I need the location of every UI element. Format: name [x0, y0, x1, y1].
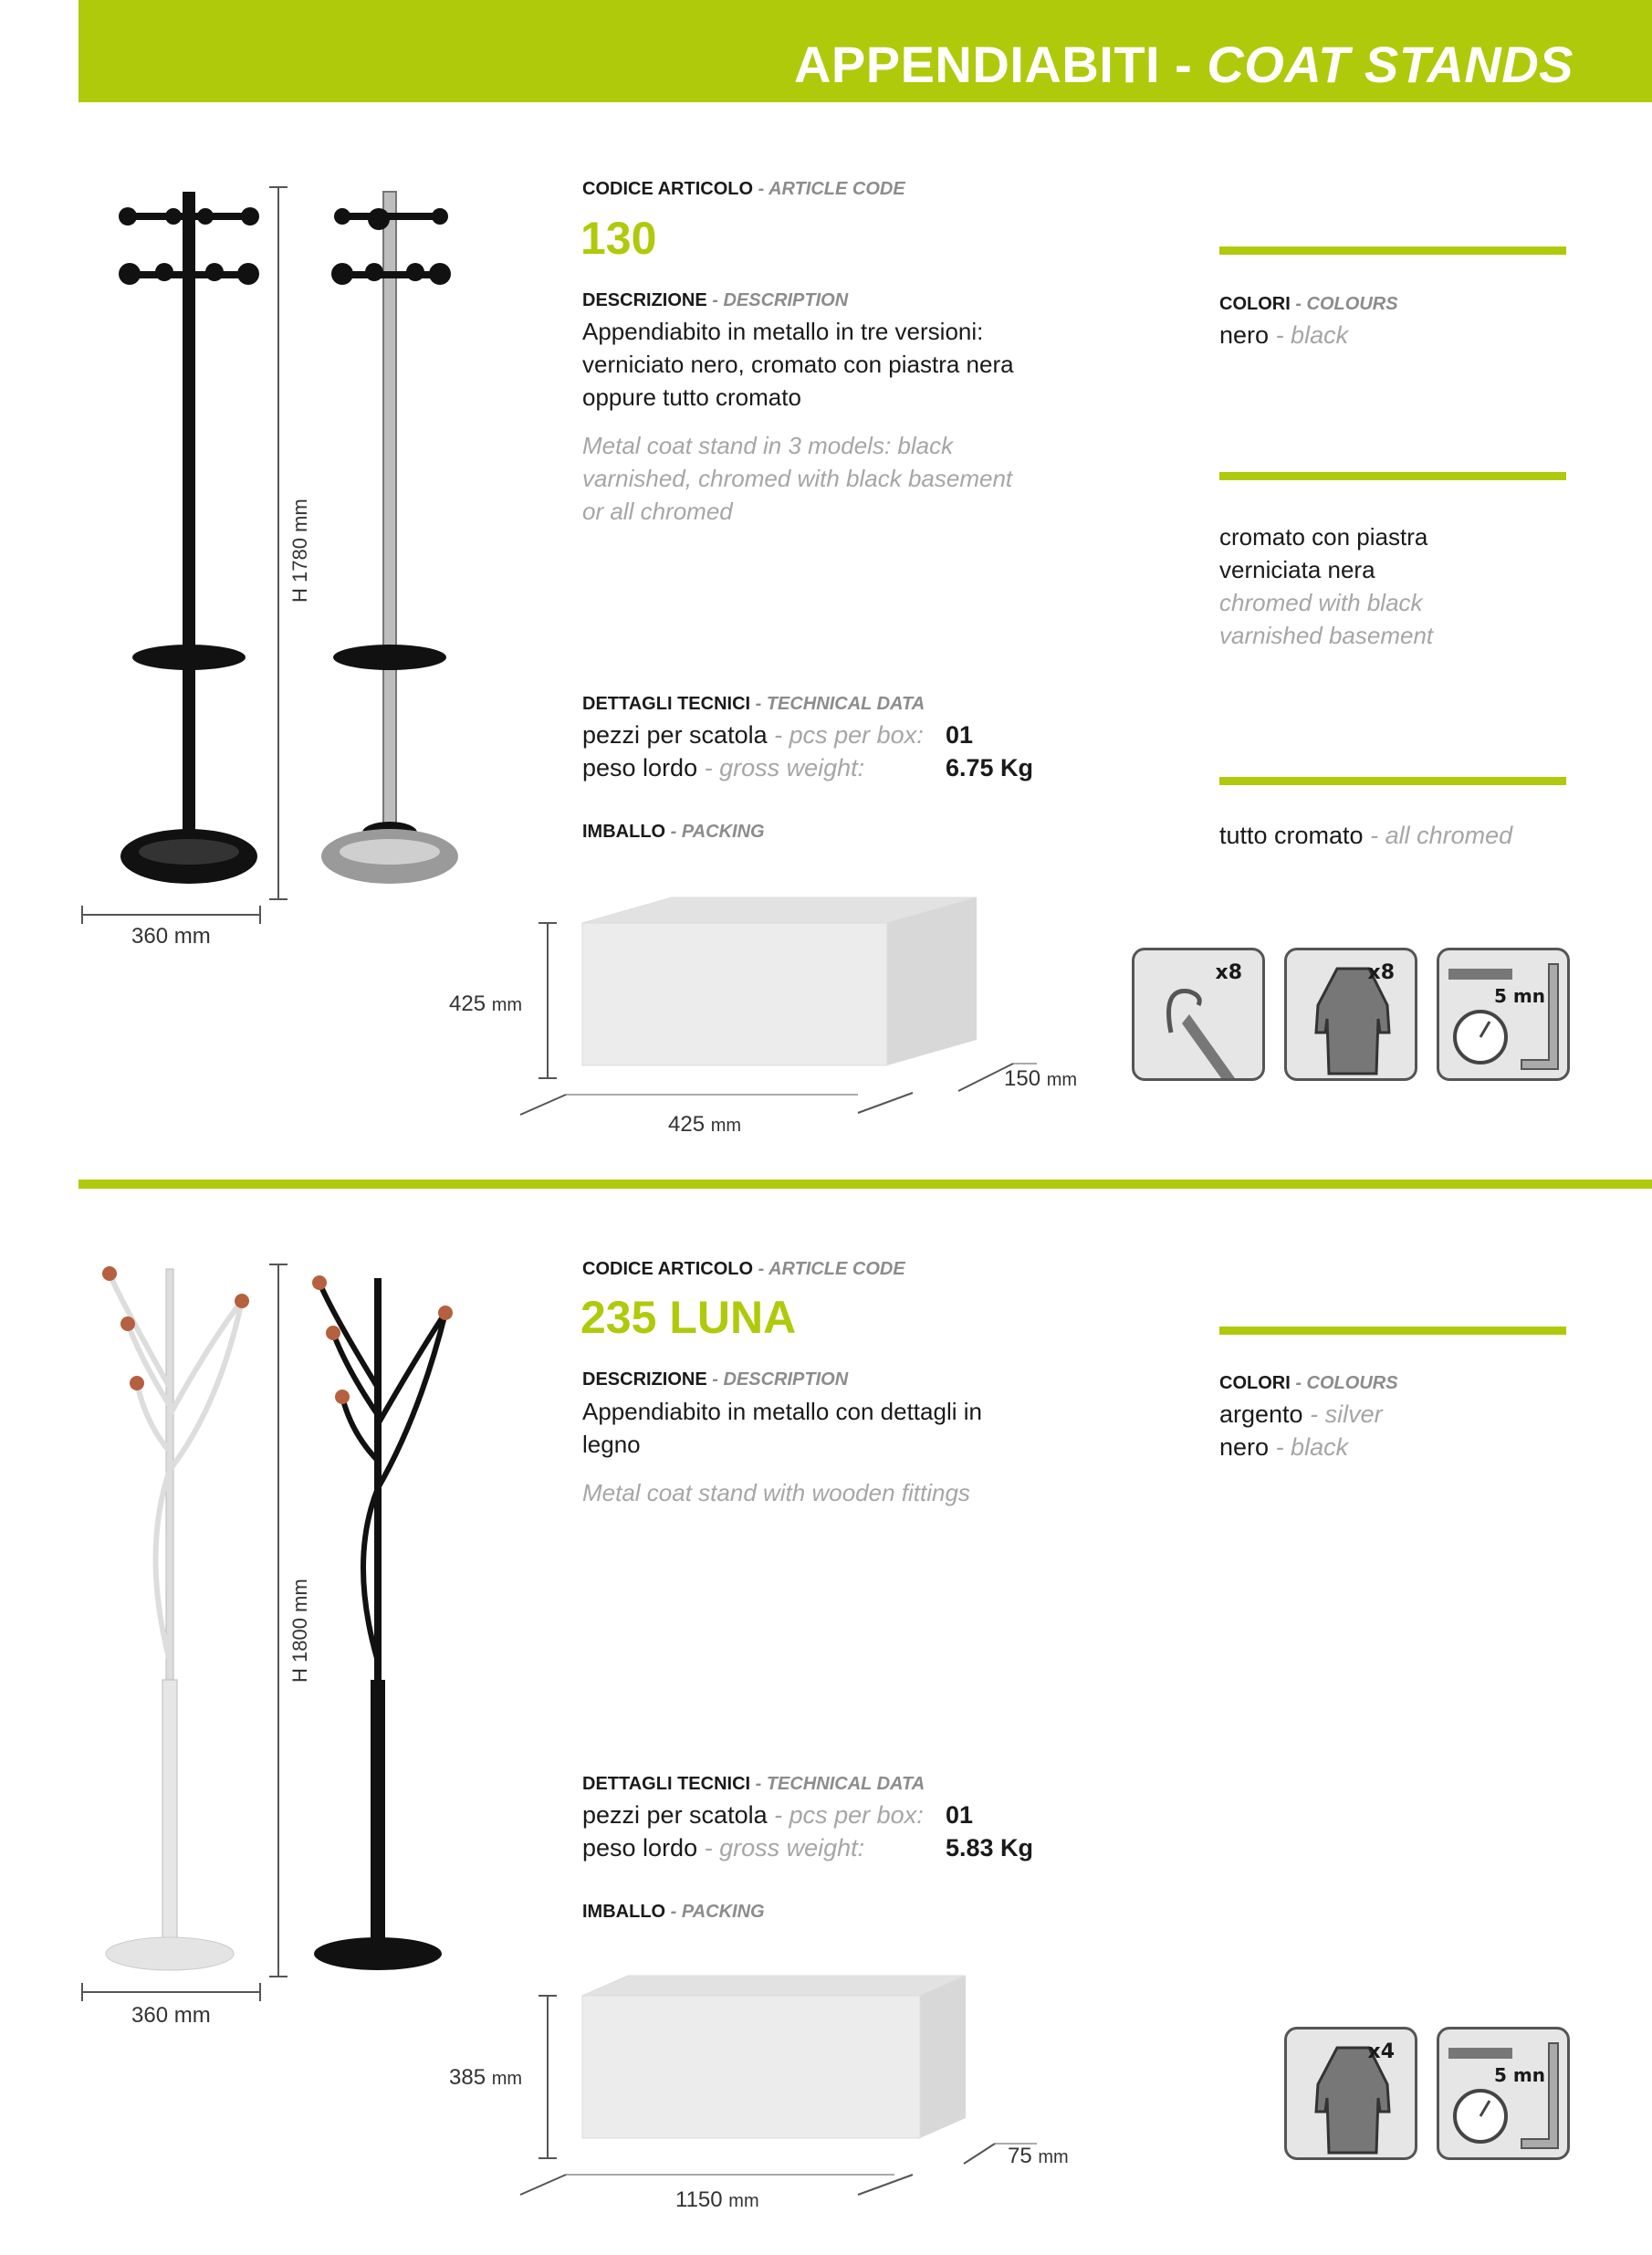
assembly-time-icon: 5 mn [1437, 2027, 1570, 2160]
gross-weight-label: peso lordo - gross weight: [582, 1834, 865, 1862]
product-130-packing-box [511, 890, 1095, 1128]
pcs-per-box-value: 01 [946, 1801, 974, 1829]
product-235-box-height: 385 mm [449, 2065, 523, 2090]
description-label: DESCRIZIONE - DESCRIPTION [582, 290, 849, 310]
description-en: Metal coat stand in 3 models: black varnished, chromed with black basement or all chromed [582, 432, 1013, 525]
article-code: 235 LUNA [580, 1292, 797, 1343]
product-235-packing-box [511, 1970, 1095, 2208]
coat-icon: x4 [1284, 2027, 1417, 2160]
gross-weight-label: peso lordo - gross weight: [582, 754, 865, 781]
description-label: DESCRIZIONE - DESCRIPTION [582, 1369, 849, 1390]
pcs-per-box-label: pezzi per scatola - pcs per box: [582, 1801, 924, 1829]
colour-divider [1219, 472, 1566, 480]
coat-icon: x8 [1284, 948, 1417, 1081]
product-130-height: H 1780 mm [288, 498, 311, 603]
gross-weight-value: 6.75 Kg [946, 754, 1034, 781]
product-235-width: 360 mm [131, 2003, 211, 2028]
description-it: Appendiabito in metallo con dettagli in legno [582, 1398, 982, 1458]
colour-divider [1219, 1327, 1566, 1335]
colour-chrome-black-base: cromato con piastra verniciata nera chromed with black varnished basement [1219, 523, 1434, 649]
pcs-per-box-label: pezzi per scatola - pcs per box: [582, 721, 924, 749]
product-235-height: H 1800 mm [288, 1578, 311, 1683]
article-code-label: CODICE ARTICOLO - ARTICLE CODE [582, 179, 905, 199]
colour-black: nero - black [1219, 321, 1349, 349]
colour-silver: argento - silver [1219, 1400, 1383, 1428]
technical-data-label: DETTAGLI TECNICI - TECHNICAL DATA [582, 1774, 925, 1794]
product-130-width: 360 mm [131, 924, 211, 949]
colour-all-chrome: tutto cromato - all chromed [1219, 822, 1513, 849]
technical-data-label: DETTAGLI TECNICI - TECHNICAL DATA [582, 694, 925, 714]
colour-black: nero - black [1219, 1433, 1349, 1461]
colour-divider [1219, 777, 1566, 785]
gross-weight-value: 5.83 Kg [946, 1834, 1034, 1862]
description-it: Appendiabito in metallo in tre versioni: verniciato nero, cromato con piastra nera oppure tutto cromato [582, 318, 1014, 411]
article-code: 130 [580, 213, 657, 264]
packing-label: IMBALLO - PACKING [582, 822, 765, 842]
assembly-time-icon: 5 mn [1437, 948, 1570, 1081]
colour-divider [1219, 246, 1566, 255]
product-130-box-height: 425 mm [449, 991, 523, 1016]
product-235-box-width: 1150 mm [675, 2187, 759, 2212]
pcs-per-box-value: 01 [946, 721, 974, 749]
packing-label: IMBALLO - PACKING [582, 1902, 765, 1922]
description-en: Metal coat stand with wooden fittings [582, 1479, 970, 1506]
product-130-dimension-lines [73, 178, 292, 936]
product-130-box-depth: 150 mm [1004, 1066, 1078, 1091]
article-code-label: CODICE ARTICOLO - ARTICLE CODE [582, 1259, 905, 1279]
product-235-box-depth: 75 mm [1008, 2144, 1069, 2168]
colours-label: COLORI - COLOURS [1219, 1373, 1398, 1393]
page-title: APPENDIABITI - COAT STANDS [793, 36, 1574, 93]
colours-label: COLORI - COLOURS [1219, 294, 1398, 314]
product-130-box-width: 425 mm [668, 1112, 742, 1137]
product-235-dimension-lines [73, 1255, 292, 2013]
umbrella-icon: x8 [1132, 948, 1265, 1081]
product-separator [78, 1180, 1652, 1189]
